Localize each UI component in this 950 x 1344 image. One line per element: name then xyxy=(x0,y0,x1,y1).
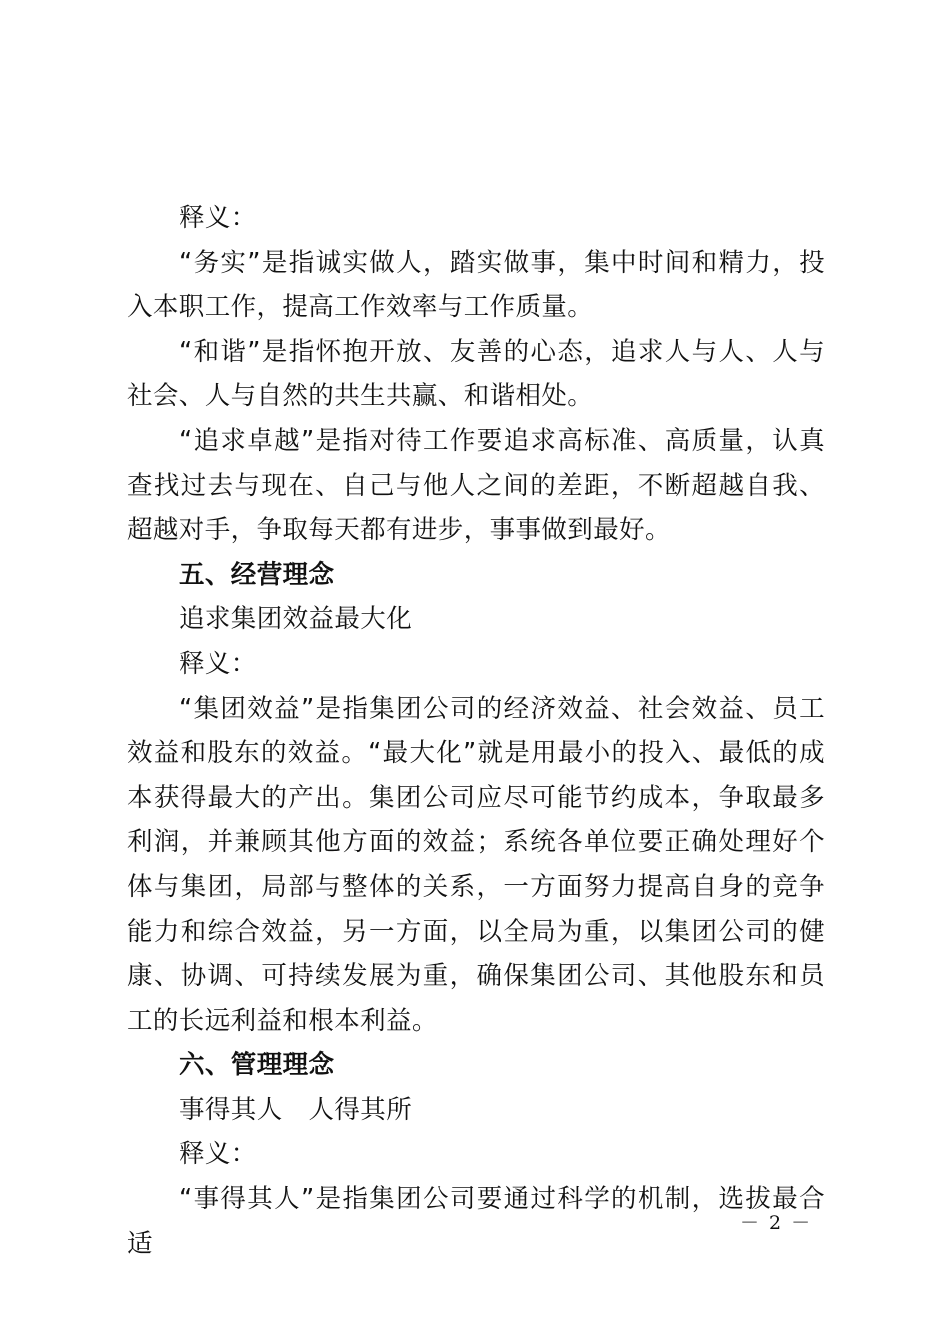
paragraph-wushi: “务实”是指诚实做人，踏实做事，集中时间和精力，投入本职工作，提高工作效率与工作质量。 xyxy=(127,247,825,323)
section-heading-jingying-linian: 五、经营理念 xyxy=(179,559,335,590)
paragraph-shiyi-2: 释义： xyxy=(179,648,257,679)
paragraph-zhuiqiu-zhuoyue: “追求卓越”是指对待工作要追求高标准、高质量，认真查找过去与现在、自己与他人之间的差距，不断超越自我、超越对手，争取每天都有进步，事事做到最好。 xyxy=(127,425,825,546)
paragraph-hexie: “和谐”是指怀抱开放、友善的心态，追求人与人、人与社会、人与自然的共生共赢、和谐相处。 xyxy=(127,336,825,412)
section-heading-guanli-linian: 六、管理理念 xyxy=(179,1050,335,1081)
paragraph-shi-de-qi-ren: “事得其人”是指集团公司要通过科学的机制，选拔最合适 xyxy=(127,1184,825,1259)
document-body xyxy=(127,196,825,1266)
paragraph-guanli-slogan: 事得其人 人得其所 xyxy=(179,1094,413,1125)
paragraph-jingying-slogan: 追求集团效益最大化 xyxy=(179,604,413,635)
paragraph-shiyi-3: 释义： xyxy=(179,1139,257,1170)
page-number: － 2 － xyxy=(740,1212,813,1234)
paragraph-jituan-xiaoyi: “集团效益”是指集团公司的经济效益、社会效益、员工效益和股东的效益。“最大化”就是用最小的投入、最低的成本获得最大的产出。集团公司应尽可能节约成本，争取最多利润，并兼顾其他方面的效益；系统各单位要正确处理好个体与集团，局部与整体的关系，一方面努力提高自身的竞争能力和综合效益，另一方面，以全局为重，以集团公司的健康、协调、可持续发展为重，确保集团公司、其他股东和员工的长远利益和根本利益。 xyxy=(127,693,825,1036)
paragraph-shiyi-1: 释义： xyxy=(179,203,257,233)
